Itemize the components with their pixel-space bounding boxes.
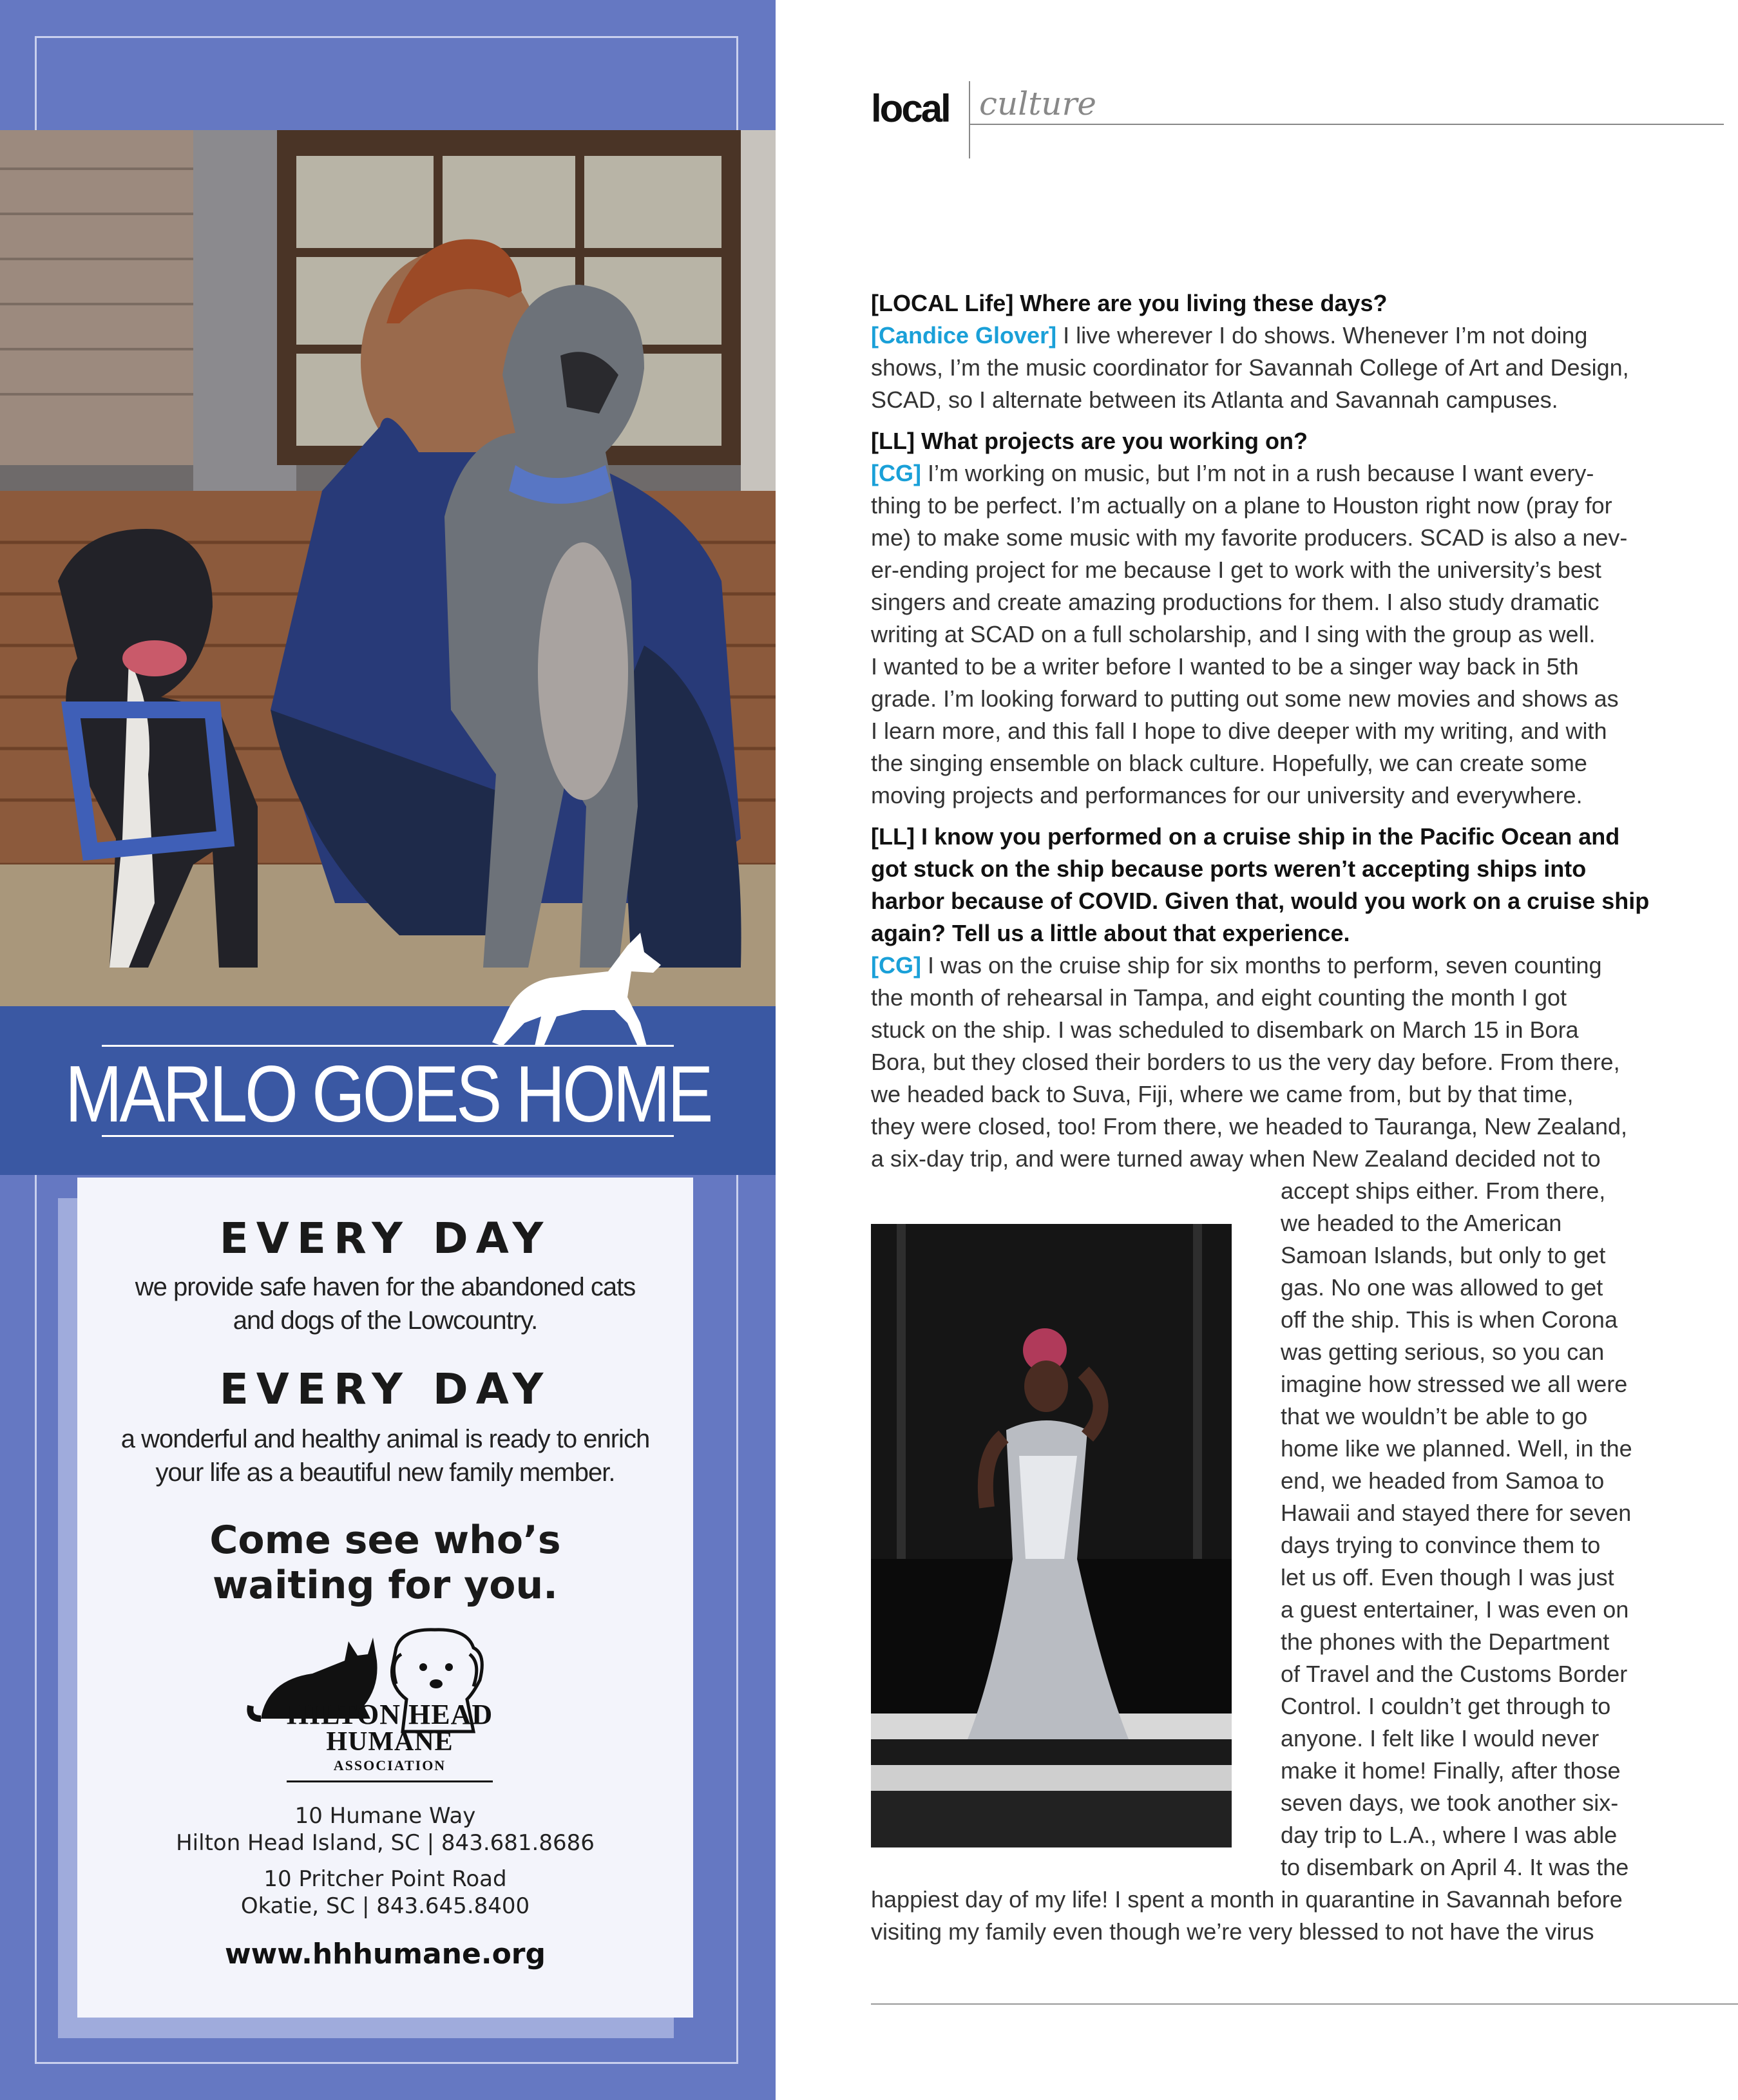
answer-3-line: happiest day of my life! I spent a month in quarantine in Savannah before — [871, 1886, 1623, 1913]
answer-3-line: visiting my family even though we’re very blessed to not have the virus — [871, 1918, 1594, 1945]
answer-2-line: grade. I’m looking forward to putting out some new movies and shows as — [871, 685, 1619, 712]
answer-3-wrap-line: make it home! Finally, after those — [1281, 1757, 1621, 1784]
answer-3-tag: [CG] — [871, 952, 921, 978]
answer-3-wrap-line: a guest entertainer, I was even on — [1281, 1596, 1629, 1623]
section-label: local — [871, 87, 950, 130]
answer-2-line: er-ending project for me because I get to work with the university’s best — [871, 557, 1601, 583]
subsection-label: culture — [979, 85, 1096, 122]
answer-3-line: Bora, but they closed their borders to us the very day before. From there, — [871, 1049, 1620, 1075]
ad-photo-woman-with-dogs — [0, 130, 776, 1006]
question-3-line: again? Tell us a little about that experience. — [871, 920, 1350, 946]
answer-2-line: me) to make some music with my favorite producers. SCAD is also a nev- — [871, 524, 1628, 551]
answer-2-tag: [CG] — [871, 460, 921, 486]
article-photo-performer — [871, 1224, 1232, 1847]
answer-3-wrap-line: of Travel and the Customs Border — [1281, 1661, 1628, 1687]
dog-silhouette-icon — [479, 926, 673, 1049]
answer-3-line: [CG] I was on the cruise ship for six months to perform, seven counting — [871, 952, 1602, 978]
answer-2-line: writing at SCAD on a full scholarship, and I sing with the group as well. — [871, 621, 1596, 647]
question-3-line: harbor because of COVID. Given that, would you work on a cruise ship — [871, 888, 1650, 914]
answer-1-line: SCAD, so I alternate between its Atlanta and Savannah campuses. — [871, 387, 1558, 413]
answer-3-wrap-line: that we wouldn’t be able to go — [1281, 1403, 1588, 1429]
question-1: [LOCAL Life] Where are you living these days? — [871, 290, 1388, 316]
logo-underline — [287, 1780, 493, 1782]
answer-1-line: [Candice Glover] I live wherever I do shows. Whenever I’m not doing — [871, 322, 1588, 348]
answer-3-wrap-line: home like we planned. Well, in the — [1281, 1435, 1632, 1462]
logo-line-2: HUMANE — [326, 1727, 454, 1757]
answer-3-wrap-line: imagine how stressed we all were — [1281, 1371, 1628, 1397]
ad-title: MARLO GOES HOME — [64, 1050, 711, 1139]
answer-3-wrap-line: we headed to the American — [1281, 1210, 1562, 1236]
answer-3-wrap-line: days trying to convince them to — [1281, 1532, 1601, 1558]
answer-3-wrap-line: let us off. Even though I was just — [1281, 1564, 1614, 1590]
question-3-line: got stuck on the ship because ports weren’t accepting ships into — [871, 855, 1587, 882]
answer-3-wrap-line: end, we headed from Samoa to — [1281, 1467, 1605, 1494]
answer-3-wrap-line: Hawaii and stayed there for seven — [1281, 1500, 1632, 1526]
answer-2-line: I wanted to be a writer before I wanted to be a singer way back in 5th — [871, 653, 1579, 680]
answer-2-line: singers and create amazing productions for them. I also study dramatic — [871, 589, 1600, 615]
answer-3-wrap-line: seven days, we took another six- — [1281, 1790, 1619, 1816]
call-to-action: Come see who’s waiting for you. — [209, 1518, 561, 1608]
answer-3-wrap-line: was getting serious, so you can — [1281, 1339, 1605, 1365]
answer-3-wrap-line: accept ships either. From there, — [1281, 1178, 1606, 1204]
logo-line-3: ASSOCIATION — [333, 1757, 446, 1773]
answer-3-wrap-line: off the ship. This is when Corona — [1281, 1306, 1618, 1333]
humane-association-logo — [242, 1622, 538, 1790]
answer-3-wrap-line: day trip to L.A., where I was able — [1281, 1822, 1618, 1848]
address-hilton-head: 10 Humane Way Hilton Head Island, SC | 843.681.8686 — [176, 1803, 595, 1856]
ad-card — [77, 1178, 693, 2018]
page-bottom-rule — [871, 2003, 1738, 2005]
header-divider — [969, 81, 970, 158]
address-okatie: 10 Pritcher Point Road Okatie, SC | 843.645.8400 — [240, 1866, 530, 1919]
answer-1-tag: [Candice Glover] — [871, 322, 1057, 348]
every-day-heading-1: EVERY DAY — [219, 1214, 551, 1263]
header-rule — [969, 124, 1724, 125]
answer-3-wrap-line: Control. I couldn’t get through to — [1281, 1693, 1611, 1719]
answer-3-wrap-line: anyone. I felt like I would never — [1281, 1725, 1600, 1752]
answer-3-line: we headed back to Suva, Fiji, where we came from, but by that time, — [871, 1081, 1574, 1107]
answer-2-line: [CG] I’m working on music, but I’m not in a rush because I want every- — [871, 460, 1594, 486]
answer-2-line: thing to be perfect. I’m actually on a plane to Houston right now (pray for — [871, 492, 1612, 519]
answer-3-wrap-line: Samoan Islands, but only to get — [1281, 1242, 1606, 1268]
answer-2-line: moving projects and performances for our university and everywhere. — [871, 782, 1583, 808]
blurb-2: a wonderful and healthy animal is ready to enrich your life as a beautiful new family member. — [120, 1425, 650, 1487]
blurb-1: we provide safe haven for the abandoned cats and dogs of the Lowcountry. — [135, 1273, 636, 1335]
question-2: [LL] What projects are you working on? — [871, 428, 1308, 454]
website-link[interactable]: www.hhhumane.org — [225, 1938, 546, 1971]
adoption-ad — [0, 0, 776, 2100]
answer-1-line: shows, I’m the music coordinator for Savannah College of Art and Design, — [871, 354, 1629, 381]
answer-3-line: the month of rehearsal in Tampa, and eight counting the month I got — [871, 984, 1567, 1011]
answer-2-line: the singing ensemble on black culture. Hopefully, we can create some — [871, 750, 1587, 776]
answer-3-wrap-line: gas. No one was allowed to get — [1281, 1274, 1603, 1301]
answer-3-line: stuck on the ship. I was scheduled to disembark on March 15 in Bora — [871, 1017, 1579, 1043]
every-day-heading-2: EVERY DAY — [219, 1364, 551, 1414]
answer-3-line: they were closed, too! From there, we headed to Tauranga, New Zealand, — [871, 1113, 1628, 1140]
question-3-line: [LL] I know you performed on a cruise ship in the Pacific Ocean and — [871, 823, 1620, 850]
answer-3-wrap-line: the phones with the Department — [1281, 1628, 1610, 1655]
answer-2-line: I learn more, and this fall I hope to dive deeper with my writing, and with — [871, 718, 1607, 744]
answer-3-wrap-line: to disembark on April 4. It was the — [1281, 1854, 1629, 1880]
logo-line-1: HILTON HEAD — [286, 1699, 493, 1730]
section-header — [871, 81, 1738, 165]
answer-3-line: a six-day trip, and were turned away when New Zealand decided not to — [871, 1145, 1601, 1172]
